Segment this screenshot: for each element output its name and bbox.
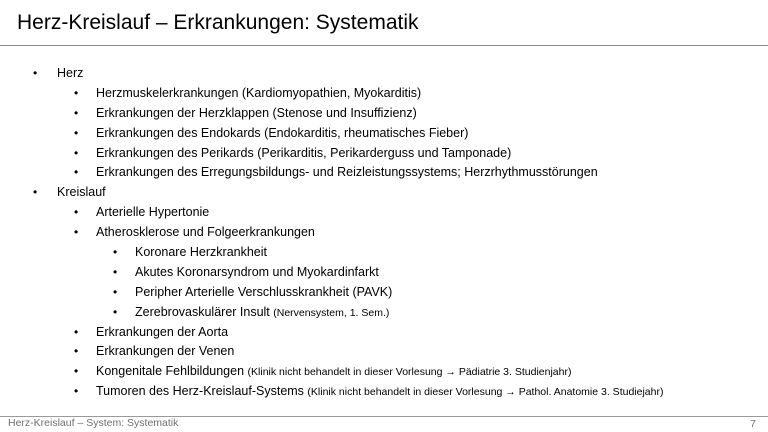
- title-divider: [0, 45, 768, 46]
- list-item: [0, 263, 768, 283]
- list-item-label: Kongenitale Fehlbildungen: [96, 364, 245, 379]
- list-item-note: (Klinik nicht behandelt in dieser Vorlesung → Pathol. Anatomie 3. Studiejahr): [307, 386, 664, 399]
- bullet-icon: •: [74, 85, 79, 100]
- list-item-label: Erkrankungen des Endokards (Endokarditis, rheumatisches Fieber): [96, 125, 469, 140]
- list-item-text: [96, 124, 468, 144]
- list-item-label: Herzmuskelerkrankungen (Kardiomyopathien, Myokarditis): [96, 85, 422, 100]
- list-item: [0, 104, 768, 124]
- list-item-text: [96, 323, 228, 343]
- list-item-text: [96, 342, 234, 362]
- list-item: [0, 243, 768, 263]
- list-item-label: Peripher Arterielle Verschlusskrankheit (PAVK): [135, 284, 393, 299]
- list-item-label: Koronare Herzkrankheit: [135, 245, 268, 260]
- list-item-text: [135, 303, 389, 324]
- list-item-text: [96, 84, 421, 104]
- list-item: [0, 84, 768, 104]
- bullet-icon: •: [74, 165, 79, 180]
- list-item-label: Zerebrovaskulärer Insult: [135, 304, 270, 319]
- list-item: [0, 283, 768, 303]
- bullet-icon: •: [33, 66, 38, 80]
- bullet-icon: •: [33, 185, 38, 200]
- list-item: [0, 163, 768, 183]
- list-item-label: Erkrankungen der Venen: [96, 344, 235, 359]
- list-item: [0, 342, 768, 362]
- bullet-icon: •: [113, 264, 118, 279]
- footer-title: Herz-Kreislauf – System: Systematik: [8, 417, 179, 429]
- list-item-text: [96, 362, 571, 383]
- list-item: [0, 382, 768, 402]
- bullet-icon: •: [74, 225, 79, 240]
- list-item-text: [96, 104, 417, 124]
- list-item-text: [135, 263, 379, 283]
- page-number: 7: [750, 418, 756, 430]
- list-item-text: [57, 64, 83, 84]
- bullet-icon: •: [74, 205, 79, 220]
- list-item-text: [96, 382, 663, 403]
- outline-list: [0, 64, 768, 402]
- list-item: [0, 303, 768, 323]
- list-item-label: Erkrankungen des Erregungsbildungs- und Reizleistungssystems; Herzrhythmusstörungen: [96, 165, 598, 180]
- list-item-text: [96, 203, 209, 223]
- bullet-icon: •: [74, 145, 79, 160]
- list-item: [0, 64, 768, 84]
- bullet-icon: •: [74, 324, 79, 339]
- list-item-label: Arterielle Hypertonie: [96, 205, 210, 220]
- list-item: [0, 362, 768, 382]
- list-item: [0, 124, 768, 144]
- list-item-label: Atherosklerose und Folgeerkrankungen: [96, 225, 315, 240]
- bullet-icon: •: [113, 245, 118, 260]
- list-item: [0, 223, 768, 243]
- bullet-icon: •: [74, 384, 79, 399]
- list-item: [0, 323, 768, 343]
- list-item: [0, 203, 768, 223]
- list-item-text: [96, 144, 511, 164]
- bullet-icon: •: [74, 364, 79, 379]
- list-item-label: Erkrankungen der Herzklappen (Stenose und Insuffizienz): [96, 105, 417, 120]
- list-item-note: (Nervensystem, 1. Sem.): [273, 306, 390, 319]
- bullet-icon: •: [113, 284, 118, 299]
- bullet-icon: •: [74, 105, 79, 120]
- bullet-icon: •: [74, 125, 79, 140]
- list-item-text: [135, 243, 267, 263]
- bullet-icon: •: [113, 304, 118, 319]
- list-item-label: Tumoren des Herz-Kreislauf-Systems: [96, 384, 304, 399]
- list-item-text: [57, 183, 106, 203]
- list-item: [0, 183, 768, 203]
- list-item-label: Erkrankungen des Perikards (Perikarditis, Perikarderguss und Tamponade): [96, 145, 512, 160]
- bullet-icon: •: [74, 344, 79, 359]
- list-item-label: Akutes Koronarsyndrom und Myokardinfarkt: [135, 264, 379, 279]
- list-item-text: [96, 163, 598, 183]
- list-item-text: [135, 283, 392, 303]
- list-item: [0, 144, 768, 164]
- list-item-label: Kreislauf: [57, 185, 106, 200]
- list-item-note: (Klinik nicht behandelt in dieser Vorlesung → Pädiatrie 3. Studienjahr): [247, 366, 572, 379]
- slide-title: Herz-Kreislauf – Erkrankungen: Systematik: [17, 11, 419, 34]
- list-item-text: [96, 223, 315, 243]
- list-item-label: Erkrankungen der Aorta: [96, 324, 229, 339]
- list-item-label: Herz: [57, 66, 84, 80]
